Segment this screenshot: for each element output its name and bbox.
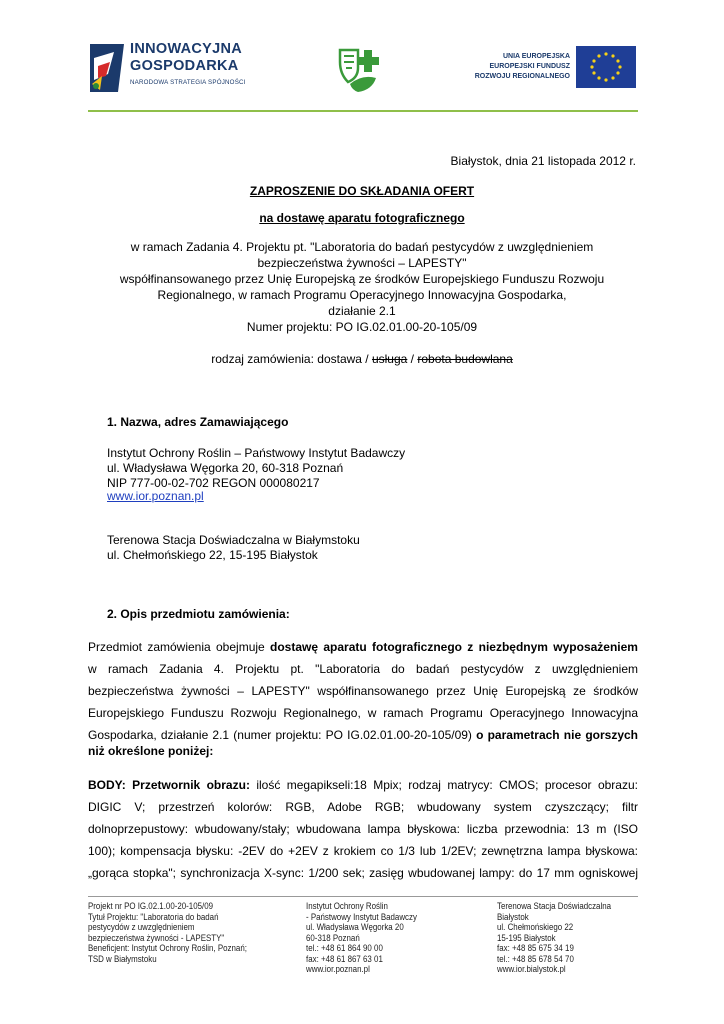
- contractor-line: ul. Władysława Węgorka 20, 60-318 Poznań: [107, 461, 344, 475]
- station-line: Terenowa Stacja Doświadczalna w Białymstoku: [107, 533, 360, 547]
- footer-station-column: [497, 901, 611, 975]
- footer-line: ul. Władysława Węgorka 20: [306, 922, 404, 932]
- eu-label-line2: EUROPEJSKI FUNDUSZ: [489, 63, 570, 70]
- spec-line: [88, 778, 638, 793]
- footer-line: tel.: +48 61 864 90 00: [306, 943, 383, 953]
- footer-divider: [88, 896, 638, 897]
- ig-logo-line3: NARODOWA STRATEGIA SPÓJNOŚCI: [130, 79, 246, 86]
- description-line: [88, 684, 638, 699]
- text-normal: bezpieczeństwa żywności – LAPESTY" współfinansowanego przez Unię Europejską ze środków: [88, 684, 638, 698]
- eu-flag: [576, 46, 636, 88]
- footer-line: Instytut Ochrony Roślin: [306, 901, 388, 911]
- spec-bold: BODY: Przetwornik obrazu:: [88, 778, 250, 792]
- footer-line: 15-195 Białystok: [497, 932, 556, 943]
- eu-flag-icon: [576, 46, 636, 88]
- text-normal: Europejskiego Funduszu Rozwoju Regionalnego, w ramach Programu Operacyjnego Innowacyjna: [88, 706, 638, 720]
- spec-line: [88, 822, 638, 837]
- description-line: [88, 662, 638, 677]
- text-bold: o parametrach nie gorszych: [476, 728, 638, 742]
- description-line: niż określone poniżej:: [88, 744, 214, 758]
- text-normal: w ramach Zadania 4. Projektu pt. "Laboratoria do badań pestycydów z uwzględnieniem: [88, 662, 638, 676]
- footer-line: Tytuł Projektu: "Laboratoria do badań: [88, 911, 219, 922]
- intro-line: w ramach Zadania 4. Projektu pt. "Laboratoria do badań pestycydów z uwzględnieniem: [130, 240, 594, 254]
- footer-line: pestycydów z uwzględnieniem: [88, 922, 195, 932]
- intro-line: współfinansowanego przez Unię Europejską ze środków Europejskiego Funduszu Rozwoju: [119, 272, 605, 286]
- spec-normal: DIGIC V; przestrzeń kolorów: RGB, Adobe RGB; wbudowany system czyszczący; filtr: [88, 800, 638, 814]
- institute-logo: [336, 44, 386, 94]
- section1-heading: 1. Nazwa, adres Zamawiającego: [107, 415, 289, 429]
- contractor-line: NIP 777-00-02-702 REGON 000080217: [107, 476, 320, 490]
- intro-line: działanie 2.1: [328, 304, 396, 318]
- footer-line: Białystok: [497, 911, 529, 922]
- eu-label-line3: ROZWOJU REGIONALNEGO: [474, 73, 570, 80]
- date-line: Białystok, dnia 21 listopada 2012 r.: [450, 154, 636, 168]
- description-line: [88, 728, 638, 743]
- footer-line: www.ior.bialystok.pl: [497, 964, 566, 974]
- footer-line: - Państwowy Instytut Badawczy: [306, 911, 417, 922]
- contractor-line: Instytut Ochrony Roślin – Państwowy Instytut Badawczy: [107, 446, 406, 460]
- order-type-construction-struck: robota budowlana: [417, 352, 513, 366]
- ig-emblem-icon: [88, 40, 128, 96]
- footer-project-column: [88, 901, 247, 964]
- description-line: [88, 640, 638, 655]
- order-type-separator: /: [407, 352, 418, 366]
- spec-normal: ilość megapikseli:18 Mpix; rodzaj matrycy: CMOS; procesor obrazu:: [249, 778, 638, 792]
- footer-line: www.ior.poznan.pl: [306, 964, 370, 974]
- institute-website-link[interactable]: www.ior.poznan.pl: [107, 489, 204, 503]
- spec-normal: dolnoprzepustowy: wbudowany/stały; wbudowana lampa błyskowa: liczba przewodnia: 13 m (ISO: [88, 822, 638, 836]
- order-type-service-struck: usługa: [371, 352, 408, 366]
- footer-line: Beneficjent: Instytut Ochrony Roślin, Poznań;: [88, 943, 247, 953]
- eu-fund-label: [470, 52, 570, 82]
- spec-line: [88, 800, 638, 815]
- section2-heading: 2. Opis przedmiotu zamówienia:: [107, 607, 290, 621]
- footer-line: bezpieczeństwa żywności - LAPESTY": [88, 932, 225, 943]
- text-normal: Przedmiot zamówienia obejmuje: [88, 640, 271, 654]
- intro-line: bezpieczeństwa żywności – LAPESTY": [257, 256, 467, 270]
- footer-line: 60-318 Poznań: [306, 932, 360, 943]
- spec-line: [88, 866, 638, 881]
- footer-line: tel.: +48 85 678 54 70: [497, 953, 574, 964]
- document-title: ZAPROSZENIE DO SKŁADANIA OFERT: [249, 184, 475, 198]
- ig-logo-line1: INNOWACYJNA: [130, 41, 243, 57]
- ig-logo-line2: GOSPODARKA: [130, 58, 239, 74]
- station-line: ul. Chełmońskiego 22, 15-195 Białystok: [107, 548, 318, 562]
- footer-line: ul. Chełmońskiego 22: [497, 922, 574, 932]
- spec-normal: 100); kompensacja błysku: -2EV do +2EV z krokiem co 1/3 lub 1/2EV; zewnętrzna lampa błyskowa:: [88, 844, 638, 858]
- innowacyjna-gospodarka-logo: [88, 38, 258, 100]
- footer-line: Projekt nr PO IG.02.1.00-20-105/09: [88, 901, 214, 911]
- order-type-prefix: rodzaj zamówienia: dostawa /: [211, 352, 372, 366]
- intro-line: Numer projektu: PO IG.02.01.00-20-105/09: [246, 320, 478, 334]
- document-subtitle: na dostawę aparatu fotograficznego: [259, 211, 465, 225]
- text-bold: dostawę aparatu fotograficznego z niezbędnym wyposażeniem: [270, 640, 638, 654]
- footer-line: fax: +48 85 675 34 19: [497, 943, 574, 953]
- spec-normal: „gorąca stopka"; synchronizacja X-sync: 1/200 sek; zasięg wbudowanej lampy: do 17 mm ogniskowej: [88, 866, 638, 880]
- intro-line: Regionalnego, w ramach Programu Operacyjnego Innowacyjna Gospodarka,: [157, 288, 567, 302]
- description-line: [88, 706, 638, 721]
- footer-line: TSD w Białymstoku: [88, 953, 157, 964]
- footer-line: Terenowa Stacja Doświadczalna: [497, 901, 612, 911]
- text-normal: Gospodarka, działanie 2.1 (numer projektu: PO IG.02.01.00-20-105/09): [88, 728, 477, 742]
- spec-line: [88, 844, 638, 859]
- plant-cross-icon: [336, 44, 386, 94]
- header-divider: [88, 110, 638, 112]
- eu-label-line1: UNIA EUROPEJSKA: [502, 53, 570, 60]
- order-type-line: [88, 352, 636, 367]
- footer-line: fax: +48 61 867 63 01: [306, 953, 383, 964]
- footer-institute-column: [306, 901, 417, 975]
